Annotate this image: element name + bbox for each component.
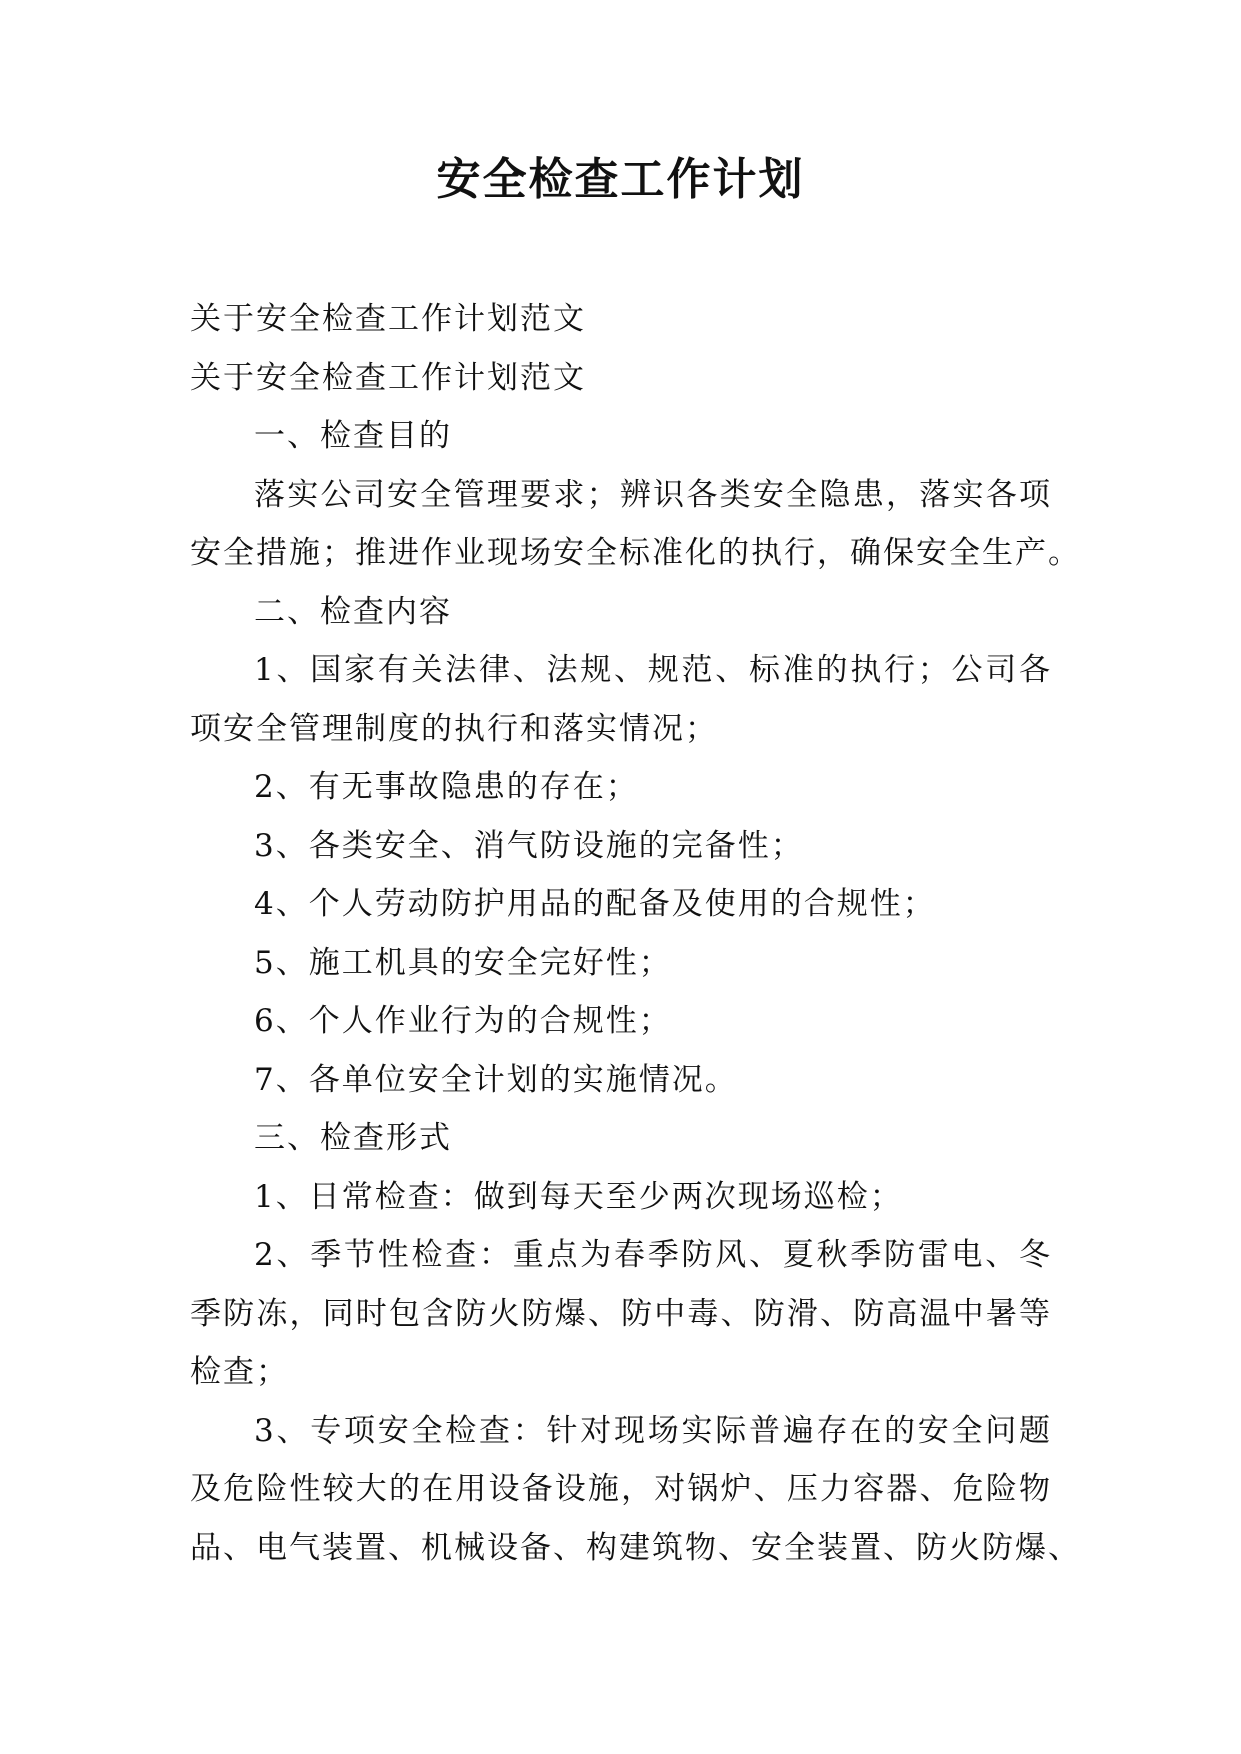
section-heading: 三、检查形式 <box>254 1120 452 1156</box>
document-title: 安全检查工作计划 <box>436 154 805 205</box>
text-line: 安全措施；推进作业现场安全标准化的执行，确保安全生产。 <box>190 535 1081 571</box>
text-line: 1、国家有关法律、法规、规范、标准的执行；公司各 <box>254 652 1052 688</box>
list-item: 5、施工机具的安全完好性； <box>254 944 672 981</box>
text-line: 季防冻，同时包含防火防爆、防中毒、防滑、防高温中暑等 <box>190 1295 1052 1332</box>
text-line: 关于安全检查工作计划范文 <box>190 301 586 337</box>
document-body <box>190 290 1081 1577</box>
list-item: 3、专项安全检查：针对现场实际普遍存在的安全问题 <box>254 1412 1052 1449</box>
list-item: 4、个人劳动防护用品的配备及使用的合规性； <box>254 886 936 922</box>
list-item: 2、季节性检查：重点为春季防风、夏秋季防雷电、冬 <box>254 1237 1052 1273</box>
list-item: 3、各类安全、消气防设施的完备性； <box>254 827 804 864</box>
text-line: 落实公司安全管理要求；辨识各类安全隐患，落实各项 <box>254 476 1052 513</box>
list-item: 2、有无事故隐患的存在； <box>254 769 639 805</box>
section-heading: 二、检查内容 <box>254 593 452 630</box>
section-heading: 一、检查目的 <box>254 418 452 454</box>
text-line: 项安全管理制度的执行和落实情况； <box>190 710 718 747</box>
text-line: 关于安全检查工作计划范文 <box>190 359 586 396</box>
list-item: 6、个人作业行为的合规性； <box>254 1003 672 1039</box>
list-item: 1、日常检查：做到每天至少两次现场巡检； <box>254 1178 903 1215</box>
text-line: 品、电气装置、机械设备、构建筑物、安全装置、防火防爆、 <box>190 1529 1081 1566</box>
text-line: 检查； <box>190 1354 289 1390</box>
text-line: 及危险性较大的在用设备设施，对锅炉、压力容器、危险物 <box>190 1471 1052 1507</box>
list-item: 7、各单位安全计划的实施情况。 <box>254 1061 738 1098</box>
